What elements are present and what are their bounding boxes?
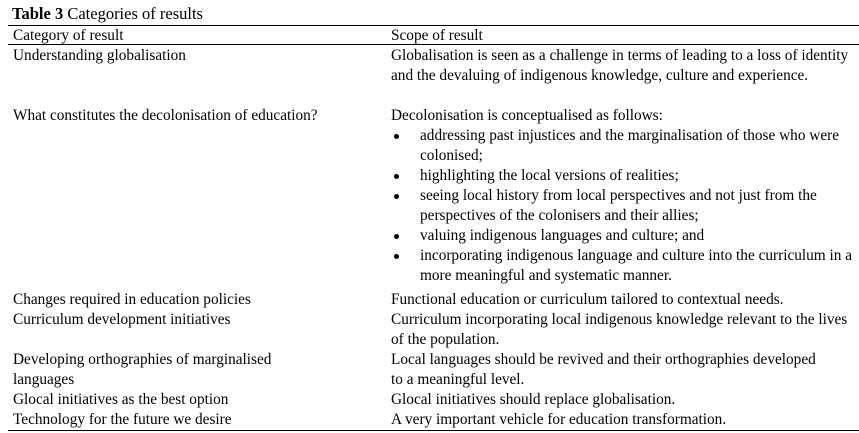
list-item: incorporating indigenous language and culture into the curriculum in a more meaningful and systematic manner. [391,246,855,286]
row-2-scope-intro: Decolonisation is conceptualised as follows: [391,107,663,124]
row-2-category: What constitutes the decolonisation of education? [13,107,318,124]
row-3-category: Changes required in education policies [13,291,251,308]
header-category: Category of result [13,27,124,44]
row-1-category: Understanding globalisation [13,47,186,64]
table-label: Table 3 [12,4,64,23]
table-title: Categories of results [67,4,203,23]
row-5-category: Developing orthographies of marginalised languages [13,351,272,388]
header-scope: Scope of result [391,27,483,44]
row-4-scope: Curriculum incorporating local indigenous knowledge relevant to the lives of the population. [391,311,848,348]
row-1-scope: Globalisation is seen as a challenge in terms of leading to a loss of identity and the devaluing of indigenous knowledge, culture and experience. [391,47,849,84]
list-item: addressing past injustices and the marginalisation of those who were colonised; [391,126,855,166]
list-item: seeing local history from local perspectives and not just from the perspectives of the colonisers and their allies; [391,186,855,226]
list-item: highlighting the local versions of realities; [391,166,855,186]
row-2-scope-list [391,126,855,286]
row-6-scope: Glocal initiatives should replace globalisation. [391,391,676,408]
row-6-category: Glocal initiatives as the best option [13,391,229,408]
row-5-scope: Local languages should be revived and their orthographies developed to a meaningful level. [391,351,816,388]
row-7-scope: A very important vehicle for education transformation. [391,411,727,428]
table-caption [12,4,203,24]
bottom-rule [8,430,859,431]
row-3-scope: Functional education or curriculum tailored to contextual needs. [391,291,784,308]
row-4-category: Curriculum development initiatives [13,311,231,328]
list-item: valuing indigenous languages and culture; and [391,226,855,246]
row-7-category: Technology for the future we desire [13,411,232,428]
row-2-scope-cell [391,106,855,286]
